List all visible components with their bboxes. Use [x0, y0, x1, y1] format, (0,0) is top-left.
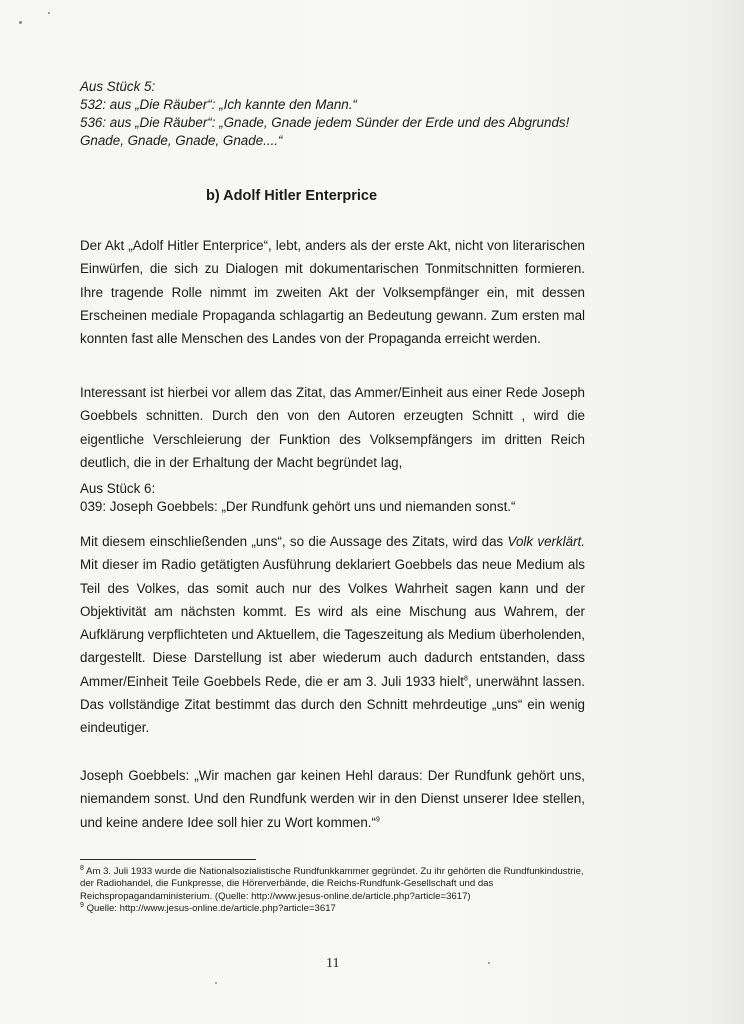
footnote-reference[interactable]: 8 — [464, 675, 468, 683]
paragraph-text: , unerwähnt lassen. Das vollständige Zitat bestimmt das durch den Schnitt mehrdeutige „uns“ ein wenig eindeutiger. — [80, 673, 585, 736]
quote-line: 039: Joseph Goebbels: „Der Rundfunk gehört uns und niemanden sonst.“ — [80, 499, 516, 514]
quote-line: 536: aus „Die Räuber“: „Gnade, Gnade jedem Sünder der Erde und des Abgrunds! Gnade, Gnade, Gnade, Gnade....“ — [80, 115, 570, 148]
quote-text: Joseph Goebbels: „Wir machen gar keinen Hehl daraus: Der Rundfunk gehört uns, niemandem sonst. Und den Rundfunk werden wir in den Dienst unserer Idee stellen, und keine andere Idee soll hier zu Wort kommen.“ — [80, 768, 585, 830]
scan-speck — [19, 21, 22, 24]
footnote — [80, 866, 585, 903]
quote-block-stueck-5 — [80, 78, 585, 150]
section-heading: Aus Stück 6: — [80, 481, 156, 496]
section-heading-b: b) Adolf Hitler Enterprice — [206, 188, 378, 204]
paragraph-text: Mit diesem einschließenden „uns“, so die Aussage des Zitats, wird das — [80, 534, 508, 549]
scan-speck — [215, 982, 217, 984]
footnote-number: 8 — [80, 864, 84, 872]
scan-speck — [488, 962, 490, 964]
paragraph — [80, 764, 585, 834]
footnote-reference[interactable]: 9 — [376, 816, 380, 824]
footnote-number: 9 — [80, 901, 84, 909]
quote-block-stueck-6 — [80, 480, 585, 516]
scan-speck — [48, 12, 50, 14]
page-number: 11 — [326, 956, 340, 971]
paragraph: Interessant ist hierbei vor allem das Zitat, das Ammer/Einheit aus einer Rede Joseph Goebbels schnitten. Durch den von den Autoren erzeugten Schnitt , wird die eigentliche Verschleierung der Funktion des Volksempfängers im dritten Reich deutlich, die in der Erhaltung der Macht begründet lag, — [80, 385, 585, 470]
footnote-divider — [80, 859, 256, 860]
emphasis-text: Volk verklärt. — [507, 534, 585, 549]
quote-line: 532: aus „Die Räuber“: „Ich kannte den Mann.“ — [80, 97, 357, 112]
paragraph — [80, 530, 585, 740]
footnote-text: Am 3. Juli 1933 wurde die Nationalsozialistische Rundfunkkammer gegründet. Zu ihr gehörten die Rundfunkindustrie, der Radiohandel, die Funkpresse, die Hörerverbände, die Reichs-Rundfunk-Gesellschaft und das Reichspropagandaministerium. (Quelle: http://www.jesus-online.de/article.php?article=3617) — [80, 866, 584, 902]
footnotes — [80, 866, 585, 915]
paragraph: Der Akt „Adolf Hitler Enterprice“, lebt, anders als der erste Akt, nicht von literarischen Einwürfen, die sich zu Dialogen mit dokumentarischen Tonmitschnitten formieren. Ihre tragende Rolle nimmt im zweiten Akt der Volksempfänger ein, mit dessen Erscheinen mediale Propaganda schlagartig an Bedeutung gewann. Zum ersten mal konnten fast alle Menschen des Landes von der Propaganda erreicht werden. — [80, 238, 585, 347]
page-body — [80, 78, 585, 914]
page-edge-shadow — [708, 0, 744, 1024]
section-heading: Aus Stück 5: — [80, 79, 156, 94]
paragraph-text: Mit dieser im Radio getätigten Ausführung deklariert Goebbels das neue Medium als Teil des Volkes, das somit auch nur des Volkes Wahrheit sagen kann und der Objektivität am nächsten kommt. Es wird als eine Mischung aus Wahrem, der Aufklärung verpflichteten und Aktuellem, die Tageszeitung als Medium überholenden, dargestellt. Diese Darstellung ist aber wiederum auch dadurch entstanden, dass Ammer/Einheit Teile Goebbels Rede, die er am 3. Juli 1933 hielt — [80, 557, 585, 689]
footnote — [80, 903, 585, 915]
footnote-text: Quelle: http://www.jesus-online.de/article.php?article=3617 — [83, 902, 336, 914]
